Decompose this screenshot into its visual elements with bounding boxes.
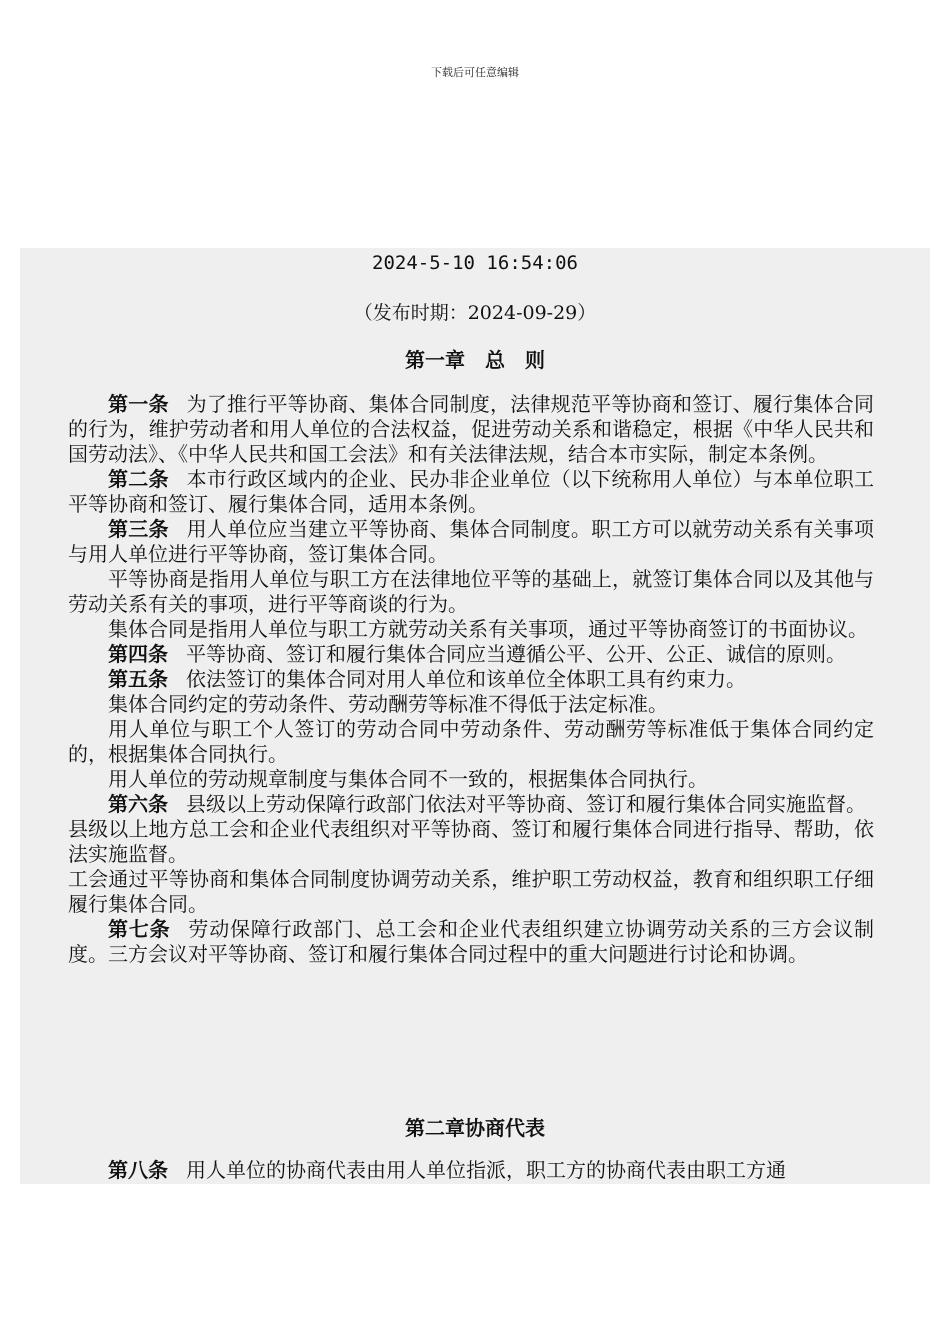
document-panel xyxy=(20,248,930,1184)
paragraph xyxy=(68,467,874,517)
paragraph xyxy=(68,1158,874,1183)
paragraph xyxy=(68,517,874,567)
article-label: 第五条 xyxy=(108,667,168,691)
article-text: 用人单位的劳动规章制度与集体合同不一致的，根据集体合同执行。 xyxy=(108,767,708,791)
chapter-title: 第一章 总 则 xyxy=(405,348,545,372)
paragraph xyxy=(68,392,874,467)
paragraph xyxy=(68,642,874,667)
paragraph xyxy=(68,617,874,642)
timestamp: 2024-5-10 16:54:06 xyxy=(372,252,578,274)
article-label: 第四条 xyxy=(108,642,168,666)
chapter-title: 第二章协商代表 xyxy=(405,1116,545,1140)
article-text: 为了推行平等协商、集体合同制度，法律规范平等协商和签订、履行集体合同的行为，维护劳动者和用人单位的合法权益，促进劳动关系和谐稳定，根据《中华人民共和国劳动法》、《中华人民共和国工会法》和有关法律法规，结合本市实际，制定本条例。 xyxy=(68,392,875,466)
article-label: 第六条 xyxy=(108,792,168,816)
article-label: 第七条 xyxy=(108,917,171,941)
publish-date: （发布时期：2024-09-29） xyxy=(353,302,597,324)
article-label: 第一条 xyxy=(108,392,169,416)
article-text: 县级以上劳动保障行政部门依法对平等协商、签订和履行集体合同实施监督。 xyxy=(186,792,866,816)
article-text: 用人单位应当建立平等协商、集体合同制度。职工方可以就劳动关系有关事项与用人单位进行平等协商，签订集体合同。 xyxy=(68,517,875,566)
paragraph xyxy=(68,767,874,792)
article-8 xyxy=(68,1158,874,1183)
paragraph xyxy=(68,917,874,967)
article-text: 平等协商是指用人单位与职工方在法律地位平等的基础上，就签订集体合同以及其他与劳动关系有关的事项，进行平等商谈的行为。 xyxy=(68,567,874,616)
article-text: 工会通过平等协商和集体合同制度协调劳动关系，维护职工劳动权益，教育和组织职工仔细履行集体合同。 xyxy=(68,867,874,916)
article-text: 集体合同是指用人单位与职工方就劳动关系有关事项，通过平等协商签订的书面协议。 xyxy=(108,617,868,641)
paragraph xyxy=(68,717,874,767)
article-text: 依法签订的集体合同对用人单位和该单位全体职工具有约束力。 xyxy=(186,667,746,691)
article-text: 用人单位的协商代表由用人单位指派，职工方的协商代表由职工方通 xyxy=(186,1158,786,1182)
article-text: 平等协商、签订和履行集体合同应当遵循公平、公开、公正、诚信的原则。 xyxy=(186,642,846,666)
paragraph xyxy=(68,792,874,817)
header-note: 下载后可任意编辑 xyxy=(431,66,519,79)
article-text: 县级以上地方总工会和企业代表组织对平等协商、签订和履行集体合同进行指导、帮助，依法实施监督。 xyxy=(68,817,874,866)
article-text: 用人单位与职工个人签订的劳动合同中劳动条件、劳动酬劳等标准低于集体合同约定的，根据集体合同执行。 xyxy=(68,717,874,766)
paragraph xyxy=(68,692,874,717)
paragraph xyxy=(68,667,874,692)
paragraph xyxy=(68,567,874,617)
paragraph xyxy=(68,867,874,917)
article-list xyxy=(68,392,874,967)
article-label: 第三条 xyxy=(108,517,169,541)
paragraph xyxy=(68,817,874,867)
article-text: 集体合同约定的劳动条件、劳动酬劳等标准不得低于法定标准。 xyxy=(108,692,668,716)
article-text: 劳动保障行政部门、总工会和企业代表组织建立协调劳动关系的三方会议制度。三方会议对平等协商、签订和履行集体合同过程中的重大问题进行讨论和协调。 xyxy=(68,917,875,966)
article-label: 第二条 xyxy=(108,467,169,491)
article-text: 本市行政区域内的企业、民办非企业单位（以下统称用人单位）与本单位职工平等协商和签订、履行集体合同，适用本条例。 xyxy=(68,467,875,516)
article-label: 第八条 xyxy=(108,1158,168,1182)
